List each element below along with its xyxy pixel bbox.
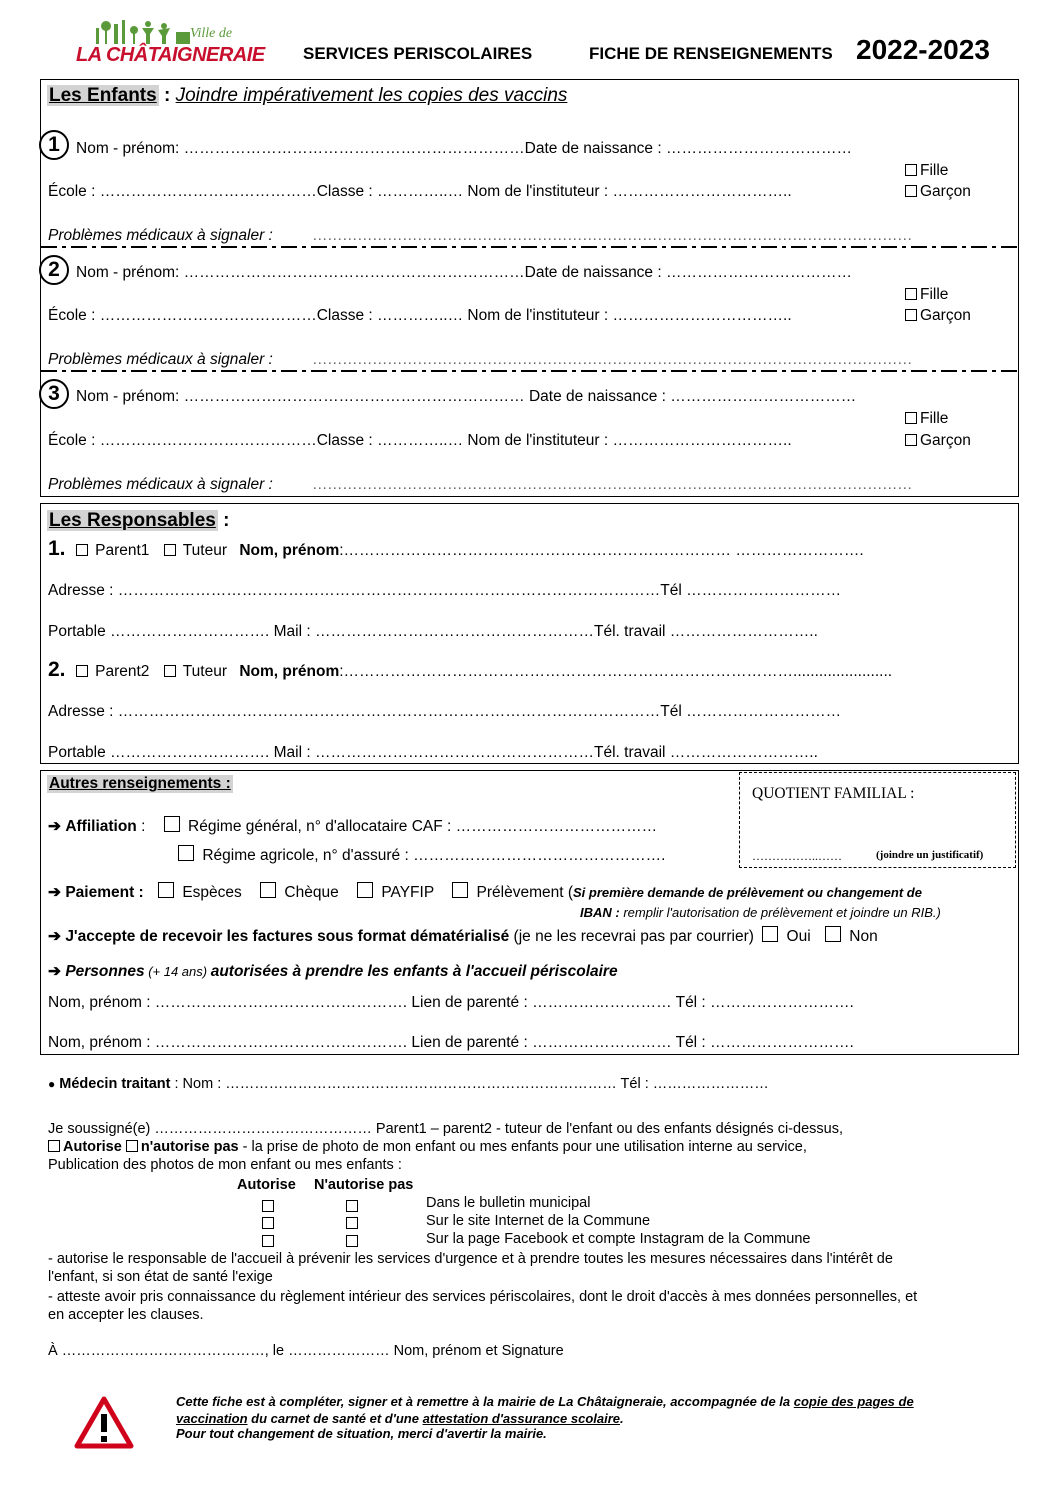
personne-2-field[interactable]: Nom, prénom : …………………………………………. Lien de parenté : ……………………… Tél : ………………………. — [48, 1034, 854, 1051]
footer-text: du carnet de santé et d'une — [247, 1411, 423, 1426]
especes-label: Espèces — [182, 884, 242, 901]
tuteur-label: Tuteur — [182, 542, 228, 559]
parent2-checkbox[interactable] — [76, 663, 150, 680]
quotient-box[interactable] — [739, 772, 1016, 868]
prelevement-note-2 — [580, 905, 941, 920]
adresse-field[interactable]: Adresse : ……………………………………………………………………………………………Tél ………………………… — [48, 582, 842, 599]
services-title: SERVICES PERISCOLAIRES — [303, 44, 533, 63]
checkbox-icon — [825, 926, 841, 942]
checkbox-icon — [762, 926, 778, 942]
child-ecole-field[interactable]: École : ……………………………………Classe : …………..… Nom de l'instituteur : …………………………….. — [48, 307, 792, 324]
col-autorise: Autorise — [237, 1177, 296, 1193]
responsable-number: 2. — [48, 658, 66, 681]
parent1-label: Parent1 — [95, 542, 150, 559]
separator — [41, 246, 1017, 248]
fille-label: Fille — [920, 286, 949, 303]
urgence-line-2: l'enfant, si son état de santé l'exige — [48, 1269, 273, 1285]
personnes-heading — [48, 962, 618, 981]
medical-field[interactable]: ………………………………………………………………………………………………………… — [312, 227, 912, 244]
checkbox-icon — [178, 845, 194, 861]
autorise-checkbox[interactable] — [48, 1139, 122, 1155]
prelevement-label: Prélèvement ( — [476, 884, 573, 901]
quotient-title: QUOTIENT FAMILIAL : — [752, 785, 915, 802]
tuteur-label: Tuteur — [182, 663, 228, 680]
checkbox-icon — [357, 882, 373, 898]
col-nautorise: N'autorise pas — [314, 1177, 414, 1193]
affiliation-label: Affiliation — [65, 818, 137, 835]
garcon-checkbox[interactable] — [905, 307, 971, 325]
fille-checkbox[interactable] — [905, 162, 948, 180]
photo-line — [48, 1139, 807, 1155]
tuteur-checkbox[interactable] — [164, 542, 227, 559]
checkbox-icon — [905, 288, 917, 300]
medecin-label: Médecin traitant — [59, 1076, 171, 1092]
medical-label: Problèmes médicaux à signaler : — [48, 227, 273, 244]
adresse-field[interactable]: Adresse : ……………………………………………………………………………………………Tél ………………………… — [48, 703, 842, 720]
medical-label: Problèmes médicaux à signaler : — [48, 476, 273, 493]
checkbox-icon — [76, 544, 88, 556]
medical-label: Problèmes médicaux à signaler : — [48, 351, 273, 368]
paiement-row — [48, 882, 922, 902]
portable-field[interactable]: Portable …………………………. Mail : ………………………………………………Tél. travail ……………………….. — [48, 623, 818, 640]
checkbox-icon — [76, 665, 88, 677]
oui-label: Oui — [786, 928, 811, 945]
checkbox-icon — [905, 164, 917, 176]
checkbox-icon — [164, 544, 176, 556]
checkbox-icon — [158, 882, 174, 898]
footer-assurance: attestation d'assurance scolaire — [422, 1411, 621, 1426]
footer-period: . — [620, 1411, 624, 1426]
footer-vaccin-link: copie des pages de — [793, 1394, 914, 1409]
payfip-label: PAYFIP — [381, 884, 434, 901]
year: 2022-2023 — [856, 34, 990, 65]
paiement-label: Paiement : — [65, 884, 144, 901]
nom-prenom-label: Nom, prénom — [239, 542, 340, 559]
regime-general-label: Régime général, n° d'allocataire CAF : ………………………………… — [188, 818, 658, 835]
responsables-title: Les Responsables — [49, 510, 216, 531]
affiliation-row — [48, 816, 657, 836]
medical-field[interactable]: ………………………………………………………………………………………………………… — [312, 351, 912, 368]
nautorise-label: n'autorise pas — [140, 1139, 239, 1155]
personnes-age: (+ 14 ans) — [144, 964, 211, 979]
fille-label: Fille — [920, 162, 949, 179]
footer-text: Cette fiche est à compléter, signer et à remettre à la mairie de La Châtaigneraie, accompagnée de la — [176, 1394, 794, 1409]
checkbox-icon — [164, 665, 176, 677]
regime-general-checkbox[interactable] — [164, 818, 657, 835]
responsable-2-name-row — [48, 658, 892, 682]
factures-label: J'accepte de recevoir les factures sous format dématérialisé — [65, 928, 510, 945]
enfants-heading — [47, 85, 567, 107]
non-label: Non — [849, 928, 878, 945]
arrow-icon: ➔ — [48, 884, 61, 901]
arrow-icon: ➔ — [48, 963, 61, 980]
logo — [72, 16, 265, 70]
autorise-checkbox[interactable] — [262, 1235, 274, 1247]
child-number: 2 — [39, 255, 69, 285]
checkbox-icon — [905, 185, 917, 197]
personne-1-field[interactable]: Nom, prénom : …………………………………………. Lien de parenté : ……………………… Tél : ………………………. — [48, 994, 854, 1011]
medical-field[interactable]: ………………………………………………………………………………………………………… — [312, 476, 912, 493]
fille-checkbox[interactable] — [905, 410, 948, 428]
quotient-dots: ……………..…… — [752, 849, 842, 863]
logo-figures-icon — [92, 16, 202, 46]
nom-prenom-field[interactable]: :………………………………………………………………… ……………………. — [339, 542, 864, 559]
nautorise-checkbox[interactable] — [346, 1217, 358, 1229]
autorise-label: Autorise — [63, 1139, 122, 1155]
cheque-checkbox[interactable] — [260, 884, 339, 901]
parent2-label: Parent2 — [95, 663, 150, 680]
fiche-title: FICHE DE RENSEIGNEMENTS — [589, 44, 833, 63]
footer-line-3: Pour tout changement de situation, merci d'avertir la mairie. — [176, 1426, 547, 1441]
child-ecole-field[interactable]: École : ……………………………………Classe : …………..… Nom de l'instituteur : …………………………….. — [48, 432, 792, 449]
checkbox-icon — [905, 412, 917, 424]
publication-item-label: Dans le bulletin municipal — [426, 1195, 591, 1211]
garcon-label: Garçon — [920, 183, 971, 200]
payfip-checkbox[interactable] — [357, 884, 434, 901]
enfants-title: Les Enfants — [49, 85, 157, 106]
checkbox-icon — [126, 1140, 138, 1152]
fille-label: Fille — [920, 410, 949, 427]
publication-item-label: Sur la page Facebook et compte Instagram de la Commune — [426, 1231, 811, 1247]
prelevement-note-text: remplir l'autorisation de prélèvement et joindre un RIB.) — [619, 905, 941, 920]
non-checkbox[interactable] — [825, 928, 878, 945]
nautorise-checkbox[interactable] — [346, 1200, 358, 1212]
prelevement-checkbox[interactable] — [452, 884, 573, 901]
checkbox-icon — [164, 816, 180, 832]
publication-label: Publication des photos de mon enfant ou mes enfants : — [48, 1157, 402, 1173]
reglement-line-2: en accepter les clauses. — [48, 1307, 204, 1323]
garcon-checkbox[interactable] — [905, 183, 971, 201]
logo-name: LA CHÂTAIGNERAIE — [76, 44, 265, 66]
photo-text: - la prise de photo de mon enfant ou mes enfants pour une utilisation interne au service, — [238, 1139, 807, 1155]
iban-label: IBAN : — [580, 905, 620, 920]
nautorise-checkbox[interactable] — [346, 1235, 358, 1247]
nom-prenom-field[interactable]: :……………………………………………………………………………....................... — [339, 663, 893, 680]
footer-line-2 — [176, 1411, 624, 1426]
footer-line-1 — [176, 1394, 914, 1409]
child-number: 3 — [39, 379, 69, 409]
bullet-icon: ● — [48, 1077, 56, 1091]
child-nom-field[interactable]: Nom - prénom: ………………………………………………………… Date de naissance : ……………………………… — [76, 388, 857, 405]
responsable-number: 1. — [48, 537, 66, 560]
checkbox-icon — [260, 882, 276, 898]
warning-icon — [74, 1396, 134, 1450]
responsable-1-name-row — [48, 537, 864, 561]
checkbox-icon — [905, 309, 917, 321]
checkbox-icon — [48, 1140, 60, 1152]
autres-title: Autres renseignements : — [49, 775, 231, 792]
prelevement-note: Si première demande de prélèvement ou changement de — [573, 885, 922, 900]
child-nom-field[interactable]: Nom - prénom: …………………………………………………………Date de naissance : ……………………………… — [76, 140, 852, 157]
fille-checkbox[interactable] — [905, 286, 948, 304]
enfants-colon: : — [158, 85, 176, 106]
child-number: 1 — [39, 130, 69, 160]
autorise-checkbox[interactable] — [262, 1200, 274, 1212]
autorise-checkbox[interactable] — [262, 1217, 274, 1229]
factures-row — [48, 926, 878, 946]
checkbox-icon — [452, 882, 468, 898]
affiliation-colon: : — [136, 818, 146, 835]
nautorise-checkbox[interactable] — [126, 1139, 239, 1155]
medecin-row — [48, 1076, 769, 1092]
urgence-line-1: - autorise le responsable de l'accueil à prévenir les services d'urgence et à prendre toutes les mesures nécessaires dans l'intérêt de — [48, 1251, 893, 1267]
nom-prenom-label: Nom, prénom — [239, 663, 340, 680]
soussigne-line[interactable]: Je soussigné(e) ……………………………………… Parent1 – parent2 - tuteur de l'enfant ou des enfants désignés ci-dessus, — [48, 1121, 843, 1137]
parent1-checkbox[interactable] — [76, 542, 150, 559]
arrow-icon: ➔ — [48, 928, 61, 945]
reglement-line-1: - atteste avoir pris connaissance du règlement intérieur des services périscolaires, dont le droit d'accès à mes données personnelles, et — [48, 1289, 918, 1305]
child-ecole-field[interactable]: École : ……………………………………Classe : …………..… Nom de l'instituteur : …………………………….. — [48, 183, 792, 200]
garcon-label: Garçon — [920, 432, 971, 449]
regime-agricole-label: Régime agricole, n° d'assuré : …………………………………………. — [202, 847, 666, 864]
factures-note: (je ne les recevrai pas par courrier) — [509, 928, 754, 945]
responsables-colon: : — [217, 510, 230, 531]
arrow-icon: ➔ — [48, 818, 61, 835]
portable-field[interactable]: Portable …………………………. Mail : ………………………………………………Tél. travail ……………………….. — [48, 744, 818, 761]
enfants-subtitle: Joindre impérativement les copies des vaccins — [175, 85, 568, 106]
signature-line[interactable]: À ……………………………………, le ………………… Nom, prénom et Signature — [48, 1343, 564, 1359]
cheque-label: Chèque — [284, 884, 339, 901]
logo-ville: Ville de — [190, 26, 233, 41]
garcon-label: Garçon — [920, 307, 971, 324]
quotient-note: (joindre un justificatif) — [876, 849, 984, 861]
especes-checkbox[interactable] — [158, 884, 242, 901]
checkbox-icon — [905, 434, 917, 446]
child-nom-field[interactable]: Nom - prénom: …………………………………………………………Date de naissance : ……………………………… — [76, 264, 852, 281]
oui-checkbox[interactable] — [762, 928, 810, 945]
medecin-field[interactable]: : Nom : ……………………………………………………………………… Tél : …………………… — [170, 1076, 769, 1092]
publication-item-label: Sur le site Internet de la Commune — [426, 1213, 651, 1229]
tuteur-checkbox[interactable] — [164, 663, 227, 680]
footer-vaccination: vaccination — [176, 1411, 248, 1426]
responsables-heading — [47, 510, 229, 532]
personnes-label: Personnes — [65, 963, 145, 980]
personnes-text: autorisées à prendre les enfants à l'accueil périscolaire — [210, 963, 618, 980]
garcon-checkbox[interactable] — [905, 432, 971, 450]
regime-agricole-checkbox[interactable] — [178, 845, 665, 865]
separator — [41, 370, 1017, 372]
